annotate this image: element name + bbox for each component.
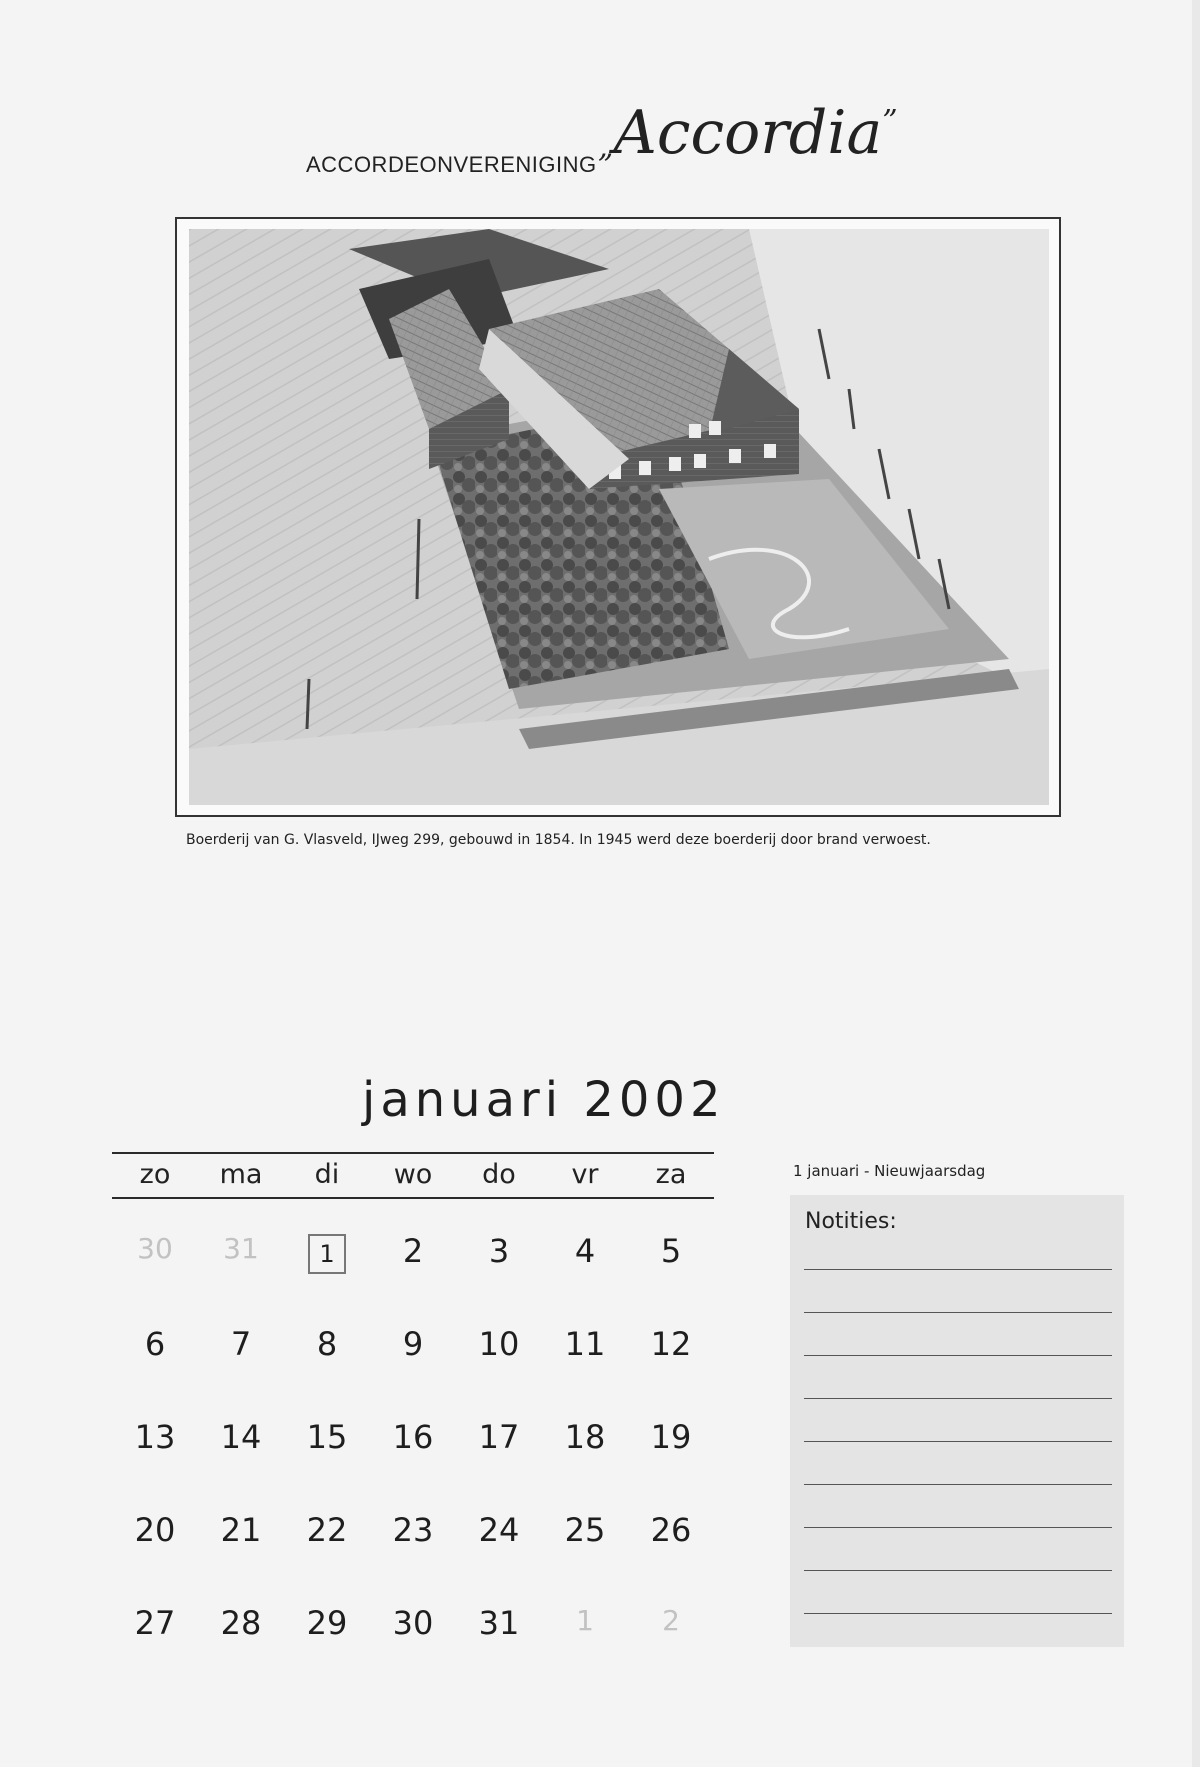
calendar-day: 20 xyxy=(134,1511,176,1549)
calendar-day-today xyxy=(284,1232,370,1274)
calendar-day: 8 xyxy=(316,1325,338,1363)
holiday-note: 1 januari - Nieuwjaarsdag xyxy=(793,1162,986,1180)
note-line xyxy=(804,1570,1112,1571)
calendar-day: 19 xyxy=(650,1418,692,1456)
page-edge xyxy=(1192,0,1200,1767)
calendar-day: 22 xyxy=(306,1511,348,1549)
calendar-day: 4 xyxy=(574,1232,596,1270)
calendar-day-other-month: 30 xyxy=(137,1232,173,1265)
month-title: januari 2002 xyxy=(362,1072,726,1128)
logo-text: Accordia xyxy=(613,98,883,168)
calendar-day: 27 xyxy=(134,1604,176,1642)
calendar-day: 6 xyxy=(144,1325,166,1363)
calendar-day: 28 xyxy=(220,1604,262,1642)
calendar-day: 24 xyxy=(478,1511,520,1549)
calendar-day: 9 xyxy=(402,1325,424,1363)
calendar-day: 11 xyxy=(564,1325,606,1363)
note-line xyxy=(804,1269,1112,1270)
calendar-day: 31 xyxy=(478,1604,520,1642)
organization-name: ACCORDEONVERENIGING xyxy=(306,152,597,177)
logo-close-quote: ” xyxy=(882,104,898,139)
calendar-day: 14 xyxy=(220,1418,262,1456)
calendar-day: 30 xyxy=(392,1604,434,1642)
calendar-day: 5 xyxy=(660,1232,682,1270)
calendar-day: 2 xyxy=(402,1232,424,1270)
calendar-day: 16 xyxy=(392,1418,434,1456)
weekday-vr: vr xyxy=(571,1159,599,1190)
calendar-day: 25 xyxy=(564,1511,606,1549)
note-line xyxy=(804,1613,1112,1614)
notes-label: Notities: xyxy=(805,1209,897,1234)
note-line xyxy=(804,1527,1112,1528)
calendar-day: 23 xyxy=(392,1511,434,1549)
weekday-wo: wo xyxy=(393,1159,433,1190)
calendar-day: 3 xyxy=(488,1232,510,1270)
calendar-day: 13 xyxy=(134,1418,176,1456)
weekday-do: do xyxy=(482,1159,516,1190)
calendar-header-rule xyxy=(112,1197,714,1199)
calendar-day-other-month: 2 xyxy=(662,1604,680,1637)
note-line xyxy=(804,1398,1112,1399)
notes-box xyxy=(790,1195,1124,1647)
calendar-top-rule xyxy=(112,1152,714,1154)
accordia-logo xyxy=(598,98,898,168)
note-line xyxy=(804,1441,1112,1442)
calendar-day: 21 xyxy=(220,1511,262,1549)
logo-open-quote: „ xyxy=(598,130,614,165)
calendar-day: 29 xyxy=(306,1604,348,1642)
calendar-day: 7 xyxy=(230,1325,252,1363)
note-line xyxy=(804,1355,1112,1356)
calendar-day-other-month: 31 xyxy=(223,1232,259,1265)
calendar-day: 26 xyxy=(650,1511,692,1549)
weekday-di: di xyxy=(314,1159,340,1190)
note-line xyxy=(804,1312,1112,1313)
photo-frame xyxy=(175,217,1061,817)
calendar-day: 17 xyxy=(478,1418,520,1456)
calendar-day-other-month: 1 xyxy=(576,1604,594,1637)
calendar-day: 10 xyxy=(478,1325,520,1363)
today-marker: 1 xyxy=(308,1234,345,1274)
weekday-za: za xyxy=(655,1159,687,1190)
calendar-day: 18 xyxy=(564,1418,606,1456)
calendar-day: 12 xyxy=(650,1325,692,1363)
calendar-day: 15 xyxy=(306,1418,348,1456)
weekday-zo: zo xyxy=(139,1159,171,1190)
photo-caption: Boerderij van G. Vlasveld, IJweg 299, gebouwd in 1854. In 1945 werd deze boerderij door brand verwoest. xyxy=(186,832,931,848)
farmhouse-aerial-photo-icon xyxy=(189,229,1049,805)
weekday-ma: ma xyxy=(219,1159,263,1190)
note-line xyxy=(804,1484,1112,1485)
